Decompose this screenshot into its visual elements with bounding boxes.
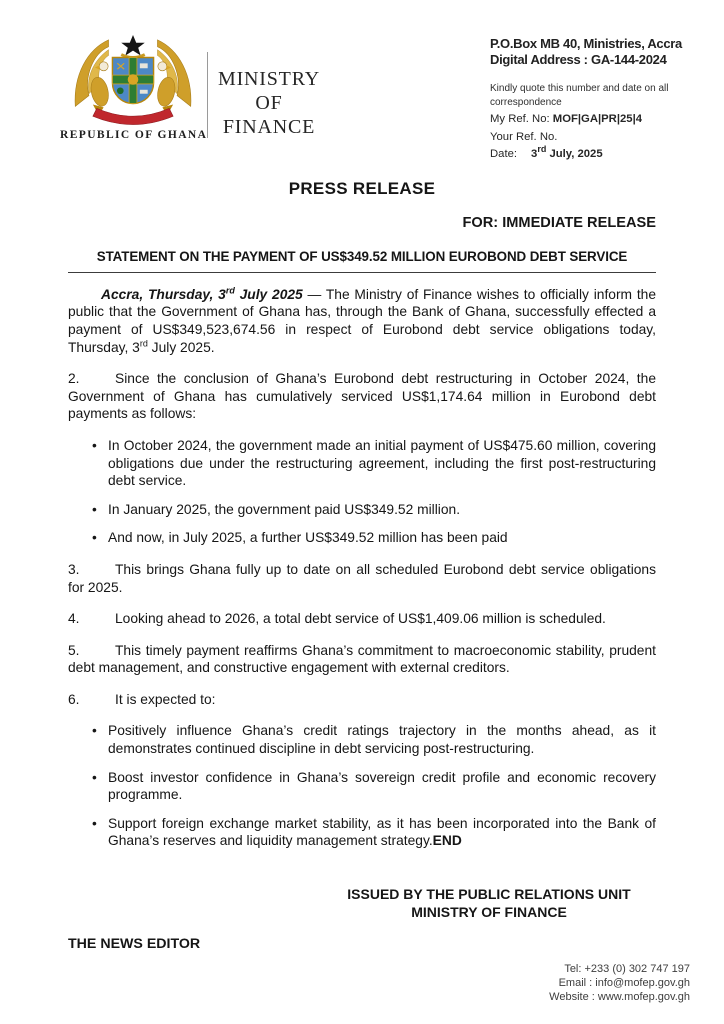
paragraph-5-number: 5. xyxy=(68,642,80,658)
list-item: • Positively influence Ghana’s credit ratings trajectory in the months ahead, as it demonstrates continued discipline in debt servicing post-restructuring. xyxy=(68,722,656,757)
list-item: • In October 2024, the government made an initial payment of US$475.60 million, covering obligations due under the restructuring agreement, including the first post-restructuring debt service. xyxy=(68,437,656,490)
date-rest: July, 2025 xyxy=(546,148,603,160)
date-day: 3 xyxy=(531,148,538,160)
date-value xyxy=(531,144,603,160)
note-line-1: Kindly quote this number and date on all xyxy=(490,83,669,94)
news-editor-label: THE NEWS EDITOR xyxy=(68,936,201,952)
note-line-2: correspondence xyxy=(490,96,562,108)
press-release-title: PRESS RELEASE xyxy=(288,179,436,198)
issued-by-line-2: MINISTRY OF FINANCE xyxy=(411,903,567,920)
eagle-left-icon xyxy=(75,40,111,115)
ribbon-icon xyxy=(92,108,172,124)
date-label: Date: xyxy=(490,148,518,160)
paragraph-5 xyxy=(68,642,656,677)
digital-address-line: Digital Address : GA-144-2024 xyxy=(490,51,667,67)
your-ref-line: Your Ref. No. xyxy=(490,130,558,143)
date-line xyxy=(490,146,700,164)
list-item xyxy=(68,815,656,850)
paragraph-1-text: The Ministry of Finance wishes to officially inform the public that the Government of Ghana has, through the Bank of Ghana, successfully effected a payment of US$349,523,674.56 in respect of Eurobond debt service obligations today, Thursday, 3 xyxy=(68,286,656,355)
paragraph-2 xyxy=(68,370,656,423)
logo-divider xyxy=(207,52,208,138)
correspondence-note xyxy=(490,82,700,109)
paragraph-3 xyxy=(68,561,656,596)
po-box-line: P.O.Box MB 40, Ministries, Accra xyxy=(490,36,682,51)
expected-outcomes-list xyxy=(68,722,656,850)
paragraph-4 xyxy=(68,610,656,628)
ministry-name xyxy=(211,67,327,139)
ministry-line-1: MINISTRY xyxy=(218,68,320,90)
black-star-icon xyxy=(121,35,144,56)
footer-website: Website : www.mofep.gov.gh xyxy=(549,990,690,1003)
paragraph-5-text: This timely payment reaffirms Ghana’s commitment to macroeconomic stability, prudent debt management, and constructive engagement with external creditors. xyxy=(68,642,656,676)
list-item: • In January 2025, the government paid US$349.52 million. xyxy=(68,501,656,519)
issued-by-block xyxy=(322,886,656,921)
for-immediate-release: FOR: IMMEDIATE RELEASE xyxy=(462,214,656,231)
my-ref-label: My Ref. No: xyxy=(490,113,553,125)
payment-history-list xyxy=(68,437,656,547)
issued-by-line-1: ISSUED BY THE PUBLIC RELATIONS UNIT xyxy=(347,886,631,902)
header-contact-block xyxy=(490,36,700,164)
paragraph-2-number: 2. xyxy=(68,371,80,387)
list-item-text: Support foreign exchange market stability, as it has been incorporated into the Bank of Ghana’s reserves and liquidity management strategy. xyxy=(108,815,656,849)
my-ref-value: MOF|GA|PR|25|4 xyxy=(552,113,643,125)
paragraph-6 xyxy=(68,691,656,709)
dateline-dash: — xyxy=(302,286,326,302)
list-item: • Boost investor confidence in Ghana’s sovereign credit profile and economic recovery programme. xyxy=(68,769,656,804)
ministry-line-3: FINANCE xyxy=(222,116,316,138)
statement-title: STATEMENT ON THE PAYMENT OF US$349.52 MILLION EUROBOND DEBT SERVICE xyxy=(68,248,656,273)
paragraph-6-text: It is expected to: xyxy=(115,691,216,707)
paragraph-1: Accra, Thursday, 3rd July 2025 — The Ministry of Finance wishes to officially inform the public that the Government of Ghana has, through the Bank of Ghana, successfully effected a payment of US$349,523,674.56 in respect of Eurobond debt service obligations today, Thursday, 3rd July 2025. xyxy=(68,285,656,355)
paragraph-6-number: 6. xyxy=(68,691,80,707)
coat-of-arms-icon xyxy=(67,34,199,126)
end-marker: END xyxy=(432,833,462,849)
date-ordinal: rd xyxy=(537,144,547,155)
list-item: • And now, in July 2025, a further US$349.52 million has been paid xyxy=(68,529,656,547)
eagle-right-icon xyxy=(155,40,191,115)
my-ref-line xyxy=(490,111,700,129)
footer-email: Email : info@mofep.gov.gh xyxy=(558,976,690,989)
paragraph-3-number: 3. xyxy=(68,561,80,577)
footer-contact-block xyxy=(549,963,690,1004)
paragraph-4-number: 4. xyxy=(68,611,80,627)
document-body xyxy=(68,180,656,864)
paragraph-3-text: This brings Ghana fully up to date on all scheduled Eurobond debt service obligations for 2025. xyxy=(68,561,656,595)
shield-icon xyxy=(112,57,153,103)
footer-tel: Tel: +233 (0) 302 747 197 xyxy=(564,963,690,975)
paragraph-4-text: Looking ahead to 2026, a total debt service of US$1,409.06 million is scheduled. xyxy=(115,611,606,627)
ghana-coat-of-arms xyxy=(60,34,208,141)
paragraph-2-text: Since the conclusion of Ghana’s Eurobond debt restructuring in October 2024, the Government of Ghana has cumulatively serviced US$1,174.64 million in Eurobond debt payments as follows: xyxy=(68,371,656,422)
republic-of-ghana-label: REPUBLIC OF GHANA xyxy=(60,129,208,141)
dateline-lead: Accra, Thursday, 3rd July 2025 xyxy=(101,285,303,302)
ministry-line-2: OF xyxy=(255,92,283,114)
